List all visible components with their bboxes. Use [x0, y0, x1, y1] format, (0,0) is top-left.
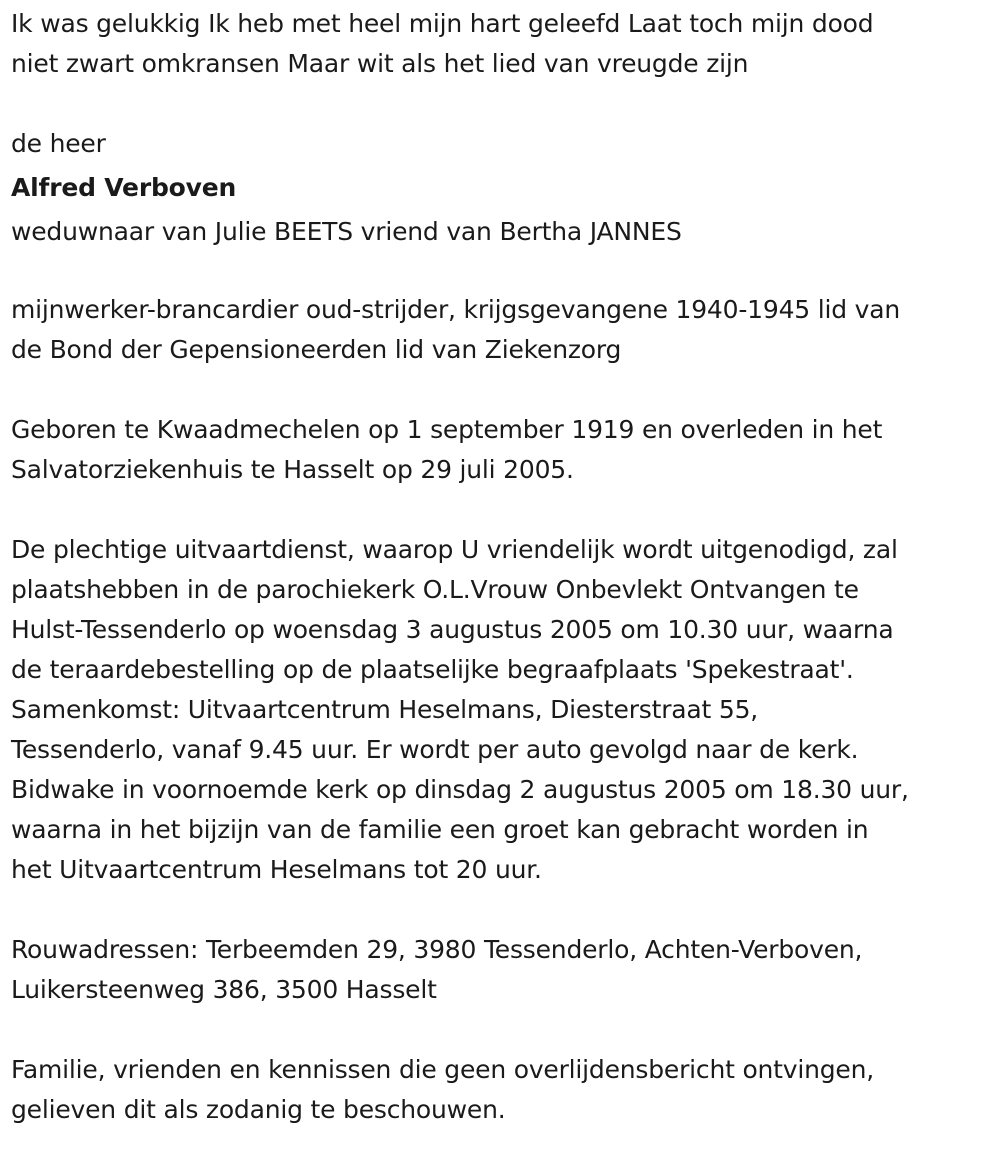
closing-line-2: gelieven dit als zodanig te beschouwen. [11, 1095, 506, 1124]
motto-line-1: Ik was gelukkig Ik heb met heel mijn hart geleefd Laat toch mijn dood [11, 9, 874, 38]
honorific: de heer [11, 129, 106, 158]
spacer [11, 1010, 991, 1050]
relation-line: weduwnaar van Julie BEETS vriend van Bertha JANNES [11, 217, 682, 246]
occupation-line-1: mijnwerker-brancardier oud-strijder, krijgsgevangene 1940-1945 lid van [11, 295, 901, 324]
service-line: plaatshebben in de parochiekerk O.L.Vrouw Onbevlekt Ontvangen te [11, 575, 859, 604]
service-line: het Uitvaartcentrum Heselmans tot 20 uur. [11, 855, 542, 884]
service-line: Tessenderlo, vanaf 9.45 uur. Er wordt per auto gevolgd naar de kerk. [11, 735, 859, 764]
service-line: Samenkomst: Uitvaartcentrum Heselmans, Diesterstraat 55, [11, 695, 759, 724]
service-line: Hulst-Tessenderlo op woensdag 3 augustus 2005 om 10.30 uur, waarna [11, 615, 894, 644]
addresses-line-2: Luikersteenweg 386, 3500 Hasselt [11, 975, 437, 1004]
service-line: de teraardebestelling op de plaatselijke begraafplaats 'Spekestraat'. [11, 655, 854, 684]
service-line: De plechtige uitvaartdienst, waarop U vriendelijk wordt uitgenodigd, zal [11, 535, 898, 564]
occupation-line-2: de Bond der Gepensioneerden lid van Ziekenzorg [11, 335, 622, 364]
birth-death-line-2: Salvatorziekenhuis te Hasselt op 29 juli 2005. [11, 455, 574, 484]
motto-line-2: niet zwart omkransen Maar wit als het lied van vreugde zijn [11, 49, 749, 78]
spacer [11, 490, 991, 530]
service-line: Bidwake in voornoemde kerk op dinsdag 2 augustus 2005 om 18.30 uur, [11, 775, 909, 804]
spacer [11, 890, 991, 930]
spacer [11, 370, 991, 410]
addresses-line-1: Rouwadressen: Terbeemden 29, 3980 Tessenderlo, Achten-Verboven, [11, 935, 863, 964]
spacer [11, 252, 991, 290]
deceased-name: Alfred Verboven [11, 173, 237, 202]
obituary-document [11, 4, 991, 1130]
birth-death-line-1: Geboren te Kwaadmechelen op 1 september 1919 en overleden in het [11, 415, 883, 444]
closing-line-1: Familie, vrienden en kennissen die geen overlijdensbericht ontvingen, [11, 1055, 875, 1084]
service-paragraph [11, 530, 991, 890]
spacer [11, 84, 991, 124]
service-line: waarna in het bijzijn van de familie een groet kan gebracht worden in [11, 815, 869, 844]
